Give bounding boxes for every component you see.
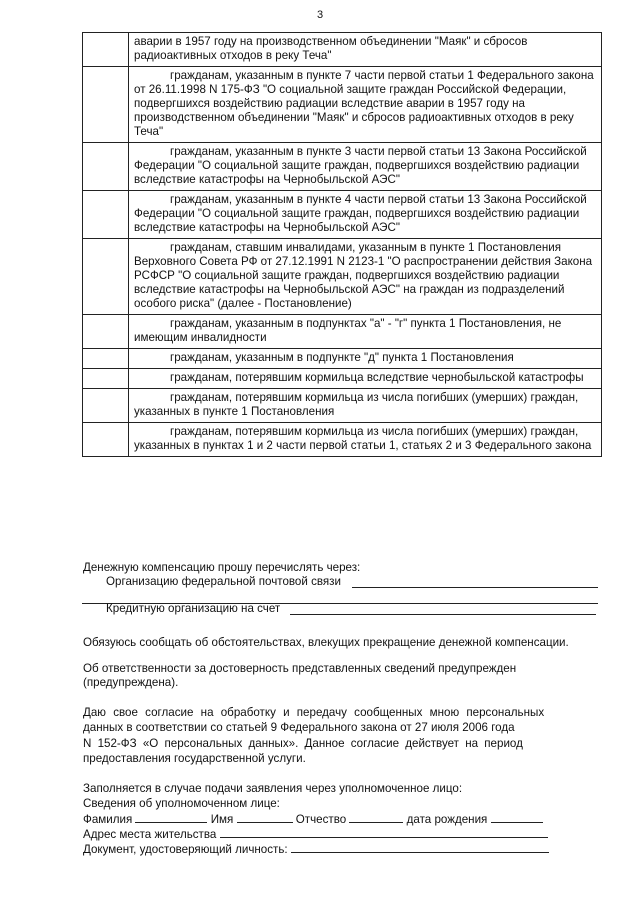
address-label: Адрес места жительства — [83, 828, 217, 841]
payment-header: Денежную компенсацию прошу перечислять через: — [83, 561, 361, 574]
table-row — [83, 191, 602, 239]
responsibility-line-2: (предупреждена). — [83, 676, 179, 689]
row-marker-cell[interactable] — [83, 423, 129, 457]
document-field[interactable] — [291, 842, 549, 853]
name-field[interactable] — [237, 812, 293, 823]
table-row — [83, 67, 602, 143]
proxy-note: Заполняется в случае подачи заявления через уполномоченное лицо: — [83, 782, 463, 795]
birthdate-label: дата рождения — [406, 813, 488, 826]
row-text: гражданам, указанным в пункте 7 части первой статьи 1 Федерального закона от 26.11.1998 N 175-ФЗ "О социальной защите граждан Российской Федерации, подвергшихся воздействию радиации вследствие аварии в 1957 году на производственном объединении "Маяк" и сбросов радиоактивных отходов в реку Теча" — [129, 67, 602, 143]
row-marker-cell[interactable] — [83, 191, 129, 239]
row-text: гражданам, указанным в пункте 3 части первой статьи 13 Закона Российской Федерации "О социальной защите граждан, подвергшихся воздействию радиации вследствие катастрофы на Чернобыльской АЭС" — [129, 143, 602, 191]
obligation-text: Обязуюсь сообщать об обстоятельствах, влекущих прекращение денежной компенсации. — [83, 636, 569, 649]
consent-line-4: предоставления государственной услуги. — [83, 752, 306, 765]
row-text: гражданам, потерявшим кормильца из числа погибших (умерших) граждан, указанных в пунктах 1 и 2 части первой статьи 1, статьях 2 и 3 Федерального закона — [129, 423, 602, 457]
consent-line-1: Даю свое согласие на обработку и передачу сообщенных мною персональных — [83, 706, 545, 719]
proxy-name-row — [83, 812, 543, 827]
row-marker-cell[interactable] — [83, 67, 129, 143]
proxy-info: Сведения об уполномоченном лице: — [83, 797, 280, 810]
table-row — [83, 349, 602, 369]
row-marker-cell[interactable] — [83, 143, 129, 191]
row-marker-cell[interactable] — [83, 33, 129, 67]
page-number: 3 — [316, 9, 324, 21]
row-text: гражданам, указанным в подпункте "д" пункта 1 Постановления — [129, 349, 602, 369]
table-row — [83, 369, 602, 389]
table-row — [83, 239, 602, 315]
row-marker-cell[interactable] — [83, 389, 129, 423]
row-text: гражданам, указанным в подпунктах "а" - "г" пункта 1 Постановления, не имеющим инвалидности — [129, 315, 602, 349]
patronymic-field[interactable] — [349, 812, 403, 823]
address-field[interactable] — [220, 827, 548, 838]
row-text: гражданам, потерявшим кормильца из числа погибших (умерших) граждан, указанных в пункте 1 Постановления — [129, 389, 602, 423]
patronymic-label: Отчество — [295, 813, 347, 826]
document-label: Документ, удостоверяющий личность: — [83, 843, 288, 856]
category-table — [82, 32, 602, 457]
surname-label: Фамилия — [83, 813, 133, 826]
consent-line-2: данных в соответствии со статьей 9 Федерального закона от 27 июля 2006 года — [83, 721, 515, 734]
responsibility-line-1: Об ответственности за достоверность представленных сведений предупрежден — [83, 662, 517, 675]
row-marker-cell[interactable] — [83, 315, 129, 349]
table-row — [83, 423, 602, 457]
postal-option-field[interactable] — [352, 587, 598, 588]
row-text: гражданам, ставшим инвалидами, указанным в пункте 1 Постановления Верховного Совета РФ от 27.12.1991 N 2123-1 "О распространении действия Закона РСФСР "О социальной защите граждан, подвергшихся воздействию радиации вследствие катастрофы на Чернобыльской АЭС" на граждан из подразделений особого риска" (далее - Постановление) — [129, 239, 602, 315]
postal-option-label: Организацию федеральной почтовой связи — [106, 575, 341, 588]
consent-line-3: N 152-ФЗ «О персональных данных». Данное согласие действует на период — [83, 737, 523, 750]
credit-option-label: Кредитную организацию на счет — [106, 602, 281, 615]
document-row — [83, 842, 549, 857]
table-row — [83, 143, 602, 191]
row-text: гражданам, указанным в пункте 4 части первой статьи 13 Закона Российской Федерации "О социальной защите граждан, подвергшихся воздействию радиации вследствие катастрофы на Чернобыльской АЭС" — [129, 191, 602, 239]
name-label: Имя — [210, 813, 234, 826]
row-marker-cell[interactable] — [83, 369, 129, 389]
table-row — [83, 315, 602, 349]
table-row — [83, 33, 602, 67]
credit-account-field[interactable] — [290, 614, 596, 615]
address-row — [83, 827, 548, 842]
surname-field[interactable] — [135, 812, 207, 823]
row-marker-cell[interactable] — [83, 349, 129, 369]
row-text: гражданам, потерявшим кормильца вследствие чернобыльской катастрофы — [129, 369, 602, 389]
row-text: аварии в 1957 году на производственном объединении "Маяк" и сбросов радиоактивных отходов в реку Теча" — [129, 33, 602, 67]
table-row — [83, 389, 602, 423]
row-marker-cell[interactable] — [83, 239, 129, 315]
birthdate-field[interactable] — [491, 812, 543, 823]
